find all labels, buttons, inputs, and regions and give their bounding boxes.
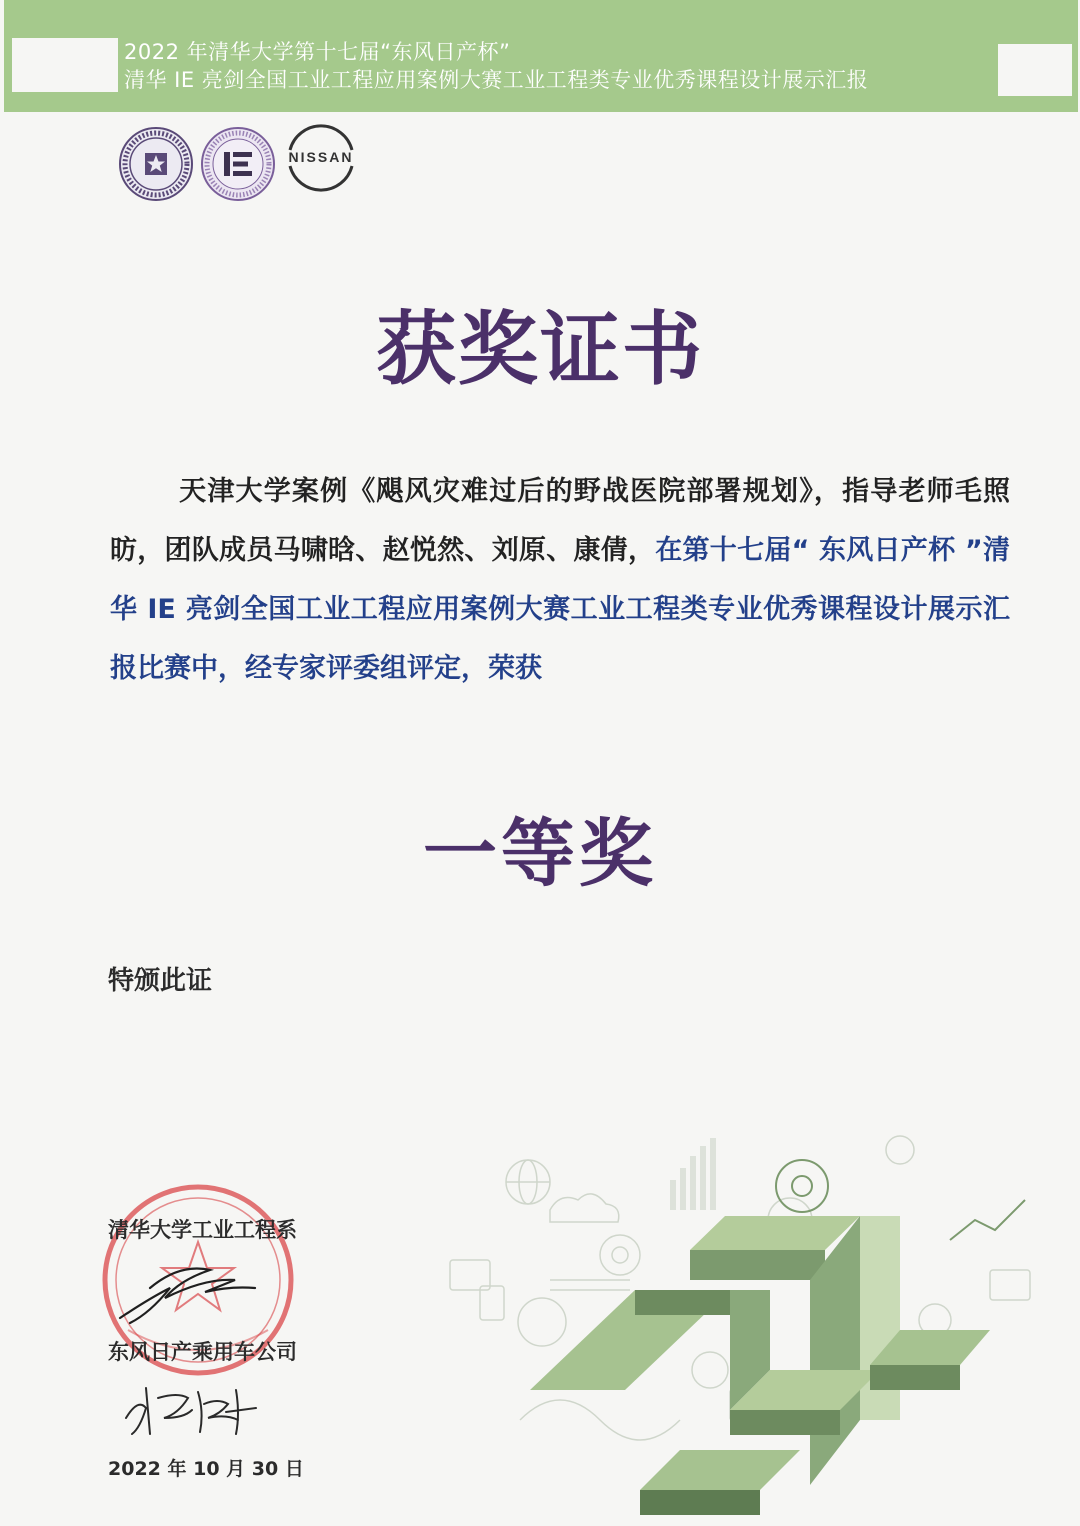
ie-decorative-graphic: [430, 1090, 1070, 1520]
signature-1: [110, 1258, 280, 1328]
header-light-block-left: [12, 38, 118, 92]
certificate-body: [110, 462, 1010, 698]
certificate-title: 获奖证书: [376, 303, 704, 396]
industrial-engineering-logo: [200, 126, 276, 202]
header-title-line-2: 清华 IE 亮剑全国工业工程应用案例大赛工业工程类专业优秀课程设计展示汇报: [124, 68, 869, 92]
award-level: 一等奖: [423, 811, 657, 897]
issue-date: 2022 年 10 月 30 日: [108, 1458, 304, 1480]
nissan-logo: [276, 122, 366, 194]
certificate-body-recipients: 天津大学案例《飓风灾难过后的野战医院部署规划》，指导老师毛照昉，团队成员马啸晗、赵悦然、刘原、康倩，: [110, 476, 1010, 566]
certification-statement: 特颁此证: [108, 966, 213, 996]
tsinghua-university-logo: [118, 126, 194, 202]
organizer-dongfeng-nissan: 东风日产乘用车公司: [108, 1340, 297, 1364]
signature-2: [118, 1378, 268, 1440]
organizer-tsinghua-ie: 清华大学工业工程系: [108, 1218, 297, 1242]
certificate-body-competition: 在第十七届“ 东风日产杯 ”清华 IE 亮剑全国工业工程应用案例大赛工业工程类专业优秀课程设计展示汇报比赛中，经专家评委组评定，荣获: [110, 535, 1010, 684]
header-title-line-1: 2022 年清华大学第十七届“东风日产杯”: [124, 40, 511, 64]
header-light-block-right: [998, 44, 1072, 96]
nissan-logo-text: NISSAN: [288, 149, 354, 165]
